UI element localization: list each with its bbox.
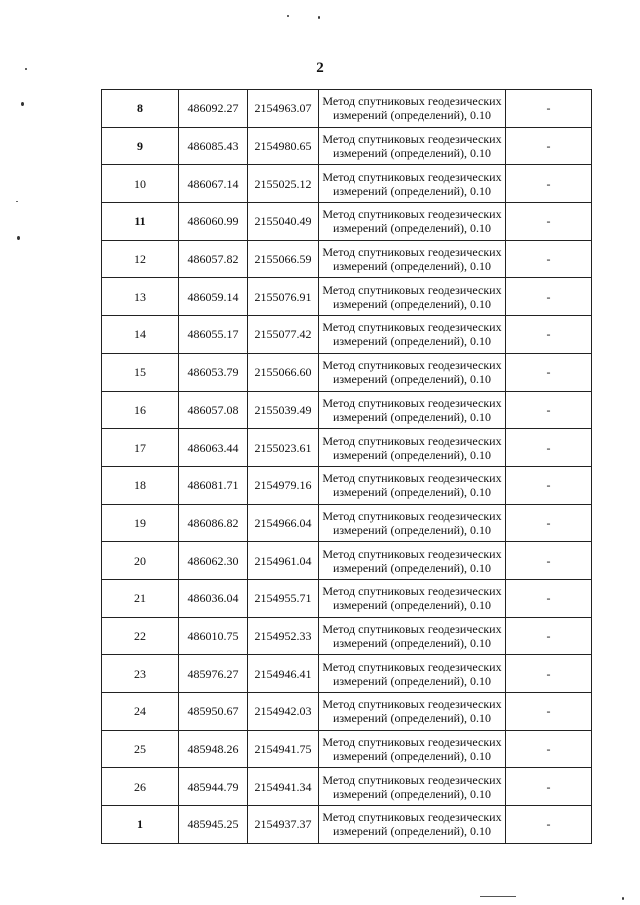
method-cell: Метод спутниковых геодезических измерений (определений), 0.10 xyxy=(319,730,506,768)
x-coordinate-cell: 486055.17 xyxy=(179,316,248,354)
x-coordinate-cell: 486060.99 xyxy=(179,203,248,241)
x-coordinate-cell: 486059.14 xyxy=(179,278,248,316)
point-number-cell: 21 xyxy=(102,579,179,617)
x-coordinate-cell: 486085.43 xyxy=(179,127,248,165)
y-coordinate-cell: 2154941.34 xyxy=(248,768,319,806)
scan-speck xyxy=(287,15,289,17)
scan-speck xyxy=(21,102,24,106)
x-coordinate-cell: 485976.27 xyxy=(179,655,248,693)
method-cell: Метод спутниковых геодезических измерений (определений), 0.10 xyxy=(319,466,506,504)
point-number-cell: 12 xyxy=(102,240,179,278)
y-coordinate-cell: 2154955.71 xyxy=(248,579,319,617)
x-coordinate-cell: 486086.82 xyxy=(179,504,248,542)
table-row xyxy=(102,165,592,203)
note-cell: - xyxy=(506,504,592,542)
method-cell: Метод спутниковых геодезических измерений (определений), 0.10 xyxy=(319,278,506,316)
y-coordinate-cell: 2155076.91 xyxy=(248,278,319,316)
point-number-cell: 15 xyxy=(102,353,179,391)
y-coordinate-cell: 2155066.59 xyxy=(248,240,319,278)
method-cell: Метод спутниковых геодезических измерений (определений), 0.10 xyxy=(319,127,506,165)
method-cell: Метод спутниковых геодезических измерений (определений), 0.10 xyxy=(319,391,506,429)
y-coordinate-cell: 2154941.75 xyxy=(248,730,319,768)
y-coordinate-cell: 2154980.65 xyxy=(248,127,319,165)
note-cell: - xyxy=(506,165,592,203)
note-cell: - xyxy=(506,466,592,504)
point-number-cell: 10 xyxy=(102,165,179,203)
table-row xyxy=(102,127,592,165)
y-coordinate-cell: 2155040.49 xyxy=(248,203,319,241)
point-number-cell: 18 xyxy=(102,466,179,504)
x-coordinate-cell: 486063.44 xyxy=(179,429,248,467)
point-number-cell: 14 xyxy=(102,316,179,354)
y-coordinate-cell: 2154952.33 xyxy=(248,617,319,655)
method-cell: Метод спутниковых геодезических измерений (определений), 0.10 xyxy=(319,240,506,278)
scan-speck xyxy=(622,897,624,900)
note-cell: - xyxy=(506,429,592,467)
table-row xyxy=(102,730,592,768)
table-row xyxy=(102,768,592,806)
coordinates-table xyxy=(101,89,592,844)
table-row xyxy=(102,579,592,617)
x-coordinate-cell: 485950.67 xyxy=(179,693,248,731)
point-number-cell: 19 xyxy=(102,504,179,542)
method-cell: Метод спутниковых геодезических измерений (определений), 0.10 xyxy=(319,316,506,354)
note-cell: - xyxy=(506,353,592,391)
x-coordinate-cell: 486092.27 xyxy=(179,90,248,128)
table-row xyxy=(102,542,592,580)
method-cell: Метод спутниковых геодезических измерений (определений), 0.10 xyxy=(319,165,506,203)
x-coordinate-cell: 486010.75 xyxy=(179,617,248,655)
y-coordinate-cell: 2155023.61 xyxy=(248,429,319,467)
point-number-cell: 25 xyxy=(102,730,179,768)
method-cell: Метод спутниковых геодезических измерений (определений), 0.10 xyxy=(319,806,506,844)
coordinates-table-body xyxy=(102,90,592,844)
point-number-cell: 20 xyxy=(102,542,179,580)
y-coordinate-cell: 2154979.16 xyxy=(248,466,319,504)
table-row xyxy=(102,240,592,278)
point-number-cell: 11 xyxy=(102,203,179,241)
y-coordinate-cell: 2155077.42 xyxy=(248,316,319,354)
footer-mark xyxy=(480,896,516,897)
x-coordinate-cell: 486081.71 xyxy=(179,466,248,504)
table-row xyxy=(102,693,592,731)
method-cell: Метод спутниковых геодезических измерений (определений), 0.10 xyxy=(319,579,506,617)
note-cell: - xyxy=(506,693,592,731)
method-cell: Метод спутниковых геодезических измерений (определений), 0.10 xyxy=(319,768,506,806)
note-cell: - xyxy=(506,730,592,768)
method-cell: Метод спутниковых геодезических измерений (определений), 0.10 xyxy=(319,353,506,391)
point-number-cell: 22 xyxy=(102,617,179,655)
x-coordinate-cell: 486057.82 xyxy=(179,240,248,278)
point-number-cell: 23 xyxy=(102,655,179,693)
y-coordinate-cell: 2155039.49 xyxy=(248,391,319,429)
table-row xyxy=(102,466,592,504)
x-coordinate-cell: 486067.14 xyxy=(179,165,248,203)
note-cell: - xyxy=(506,391,592,429)
note-cell: - xyxy=(506,316,592,354)
method-cell: Метод спутниковых геодезических измерений (определений), 0.10 xyxy=(319,655,506,693)
scan-speck xyxy=(17,236,20,240)
note-cell: - xyxy=(506,806,592,844)
table-row xyxy=(102,655,592,693)
table-row xyxy=(102,353,592,391)
y-coordinate-cell: 2154937.37 xyxy=(248,806,319,844)
scan-speck xyxy=(318,16,320,19)
point-number-cell: 13 xyxy=(102,278,179,316)
table-row xyxy=(102,504,592,542)
method-cell: Метод спутниковых геодезических измерений (определений), 0.10 xyxy=(319,693,506,731)
x-coordinate-cell: 486062.30 xyxy=(179,542,248,580)
table-row xyxy=(102,90,592,128)
method-cell: Метод спутниковых геодезических измерений (определений), 0.10 xyxy=(319,429,506,467)
note-cell: - xyxy=(506,768,592,806)
x-coordinate-cell: 486036.04 xyxy=(179,579,248,617)
y-coordinate-cell: 2154946.41 xyxy=(248,655,319,693)
y-coordinate-cell: 2155025.12 xyxy=(248,165,319,203)
point-number-cell: 26 xyxy=(102,768,179,806)
note-cell: - xyxy=(506,617,592,655)
x-coordinate-cell: 486053.79 xyxy=(179,353,248,391)
table-row xyxy=(102,617,592,655)
x-coordinate-cell: 486057.08 xyxy=(179,391,248,429)
note-cell: - xyxy=(506,278,592,316)
note-cell: - xyxy=(506,127,592,165)
method-cell: Метод спутниковых геодезических измерений (определений), 0.10 xyxy=(319,617,506,655)
point-number-cell: 8 xyxy=(102,90,179,128)
point-number-cell: 16 xyxy=(102,391,179,429)
scan-speck xyxy=(16,201,18,202)
method-cell: Метод спутниковых геодезических измерений (определений), 0.10 xyxy=(319,542,506,580)
y-coordinate-cell: 2154961.04 xyxy=(248,542,319,580)
note-cell: - xyxy=(506,90,592,128)
note-cell: - xyxy=(506,240,592,278)
point-number-cell: 24 xyxy=(102,693,179,731)
table-row xyxy=(102,316,592,354)
note-cell: - xyxy=(506,655,592,693)
note-cell: - xyxy=(506,542,592,580)
table-row xyxy=(102,391,592,429)
page-number: 2 xyxy=(316,60,324,76)
method-cell: Метод спутниковых геодезических измерений (определений), 0.10 xyxy=(319,504,506,542)
table-row xyxy=(102,203,592,241)
table-row xyxy=(102,806,592,844)
y-coordinate-cell: 2155066.60 xyxy=(248,353,319,391)
note-cell: - xyxy=(506,203,592,241)
y-coordinate-cell: 2154963.07 xyxy=(248,90,319,128)
point-number-cell: 17 xyxy=(102,429,179,467)
x-coordinate-cell: 485945.25 xyxy=(179,806,248,844)
y-coordinate-cell: 2154942.03 xyxy=(248,693,319,731)
method-cell: Метод спутниковых геодезических измерений (определений), 0.10 xyxy=(319,90,506,128)
y-coordinate-cell: 2154966.04 xyxy=(248,504,319,542)
scan-speck xyxy=(25,68,27,70)
method-cell: Метод спутниковых геодезических измерений (определений), 0.10 xyxy=(319,203,506,241)
point-number-cell: 1 xyxy=(102,806,179,844)
x-coordinate-cell: 485948.26 xyxy=(179,730,248,768)
table-row xyxy=(102,429,592,467)
table-row xyxy=(102,278,592,316)
point-number-cell: 9 xyxy=(102,127,179,165)
note-cell: - xyxy=(506,579,592,617)
x-coordinate-cell: 485944.79 xyxy=(179,768,248,806)
